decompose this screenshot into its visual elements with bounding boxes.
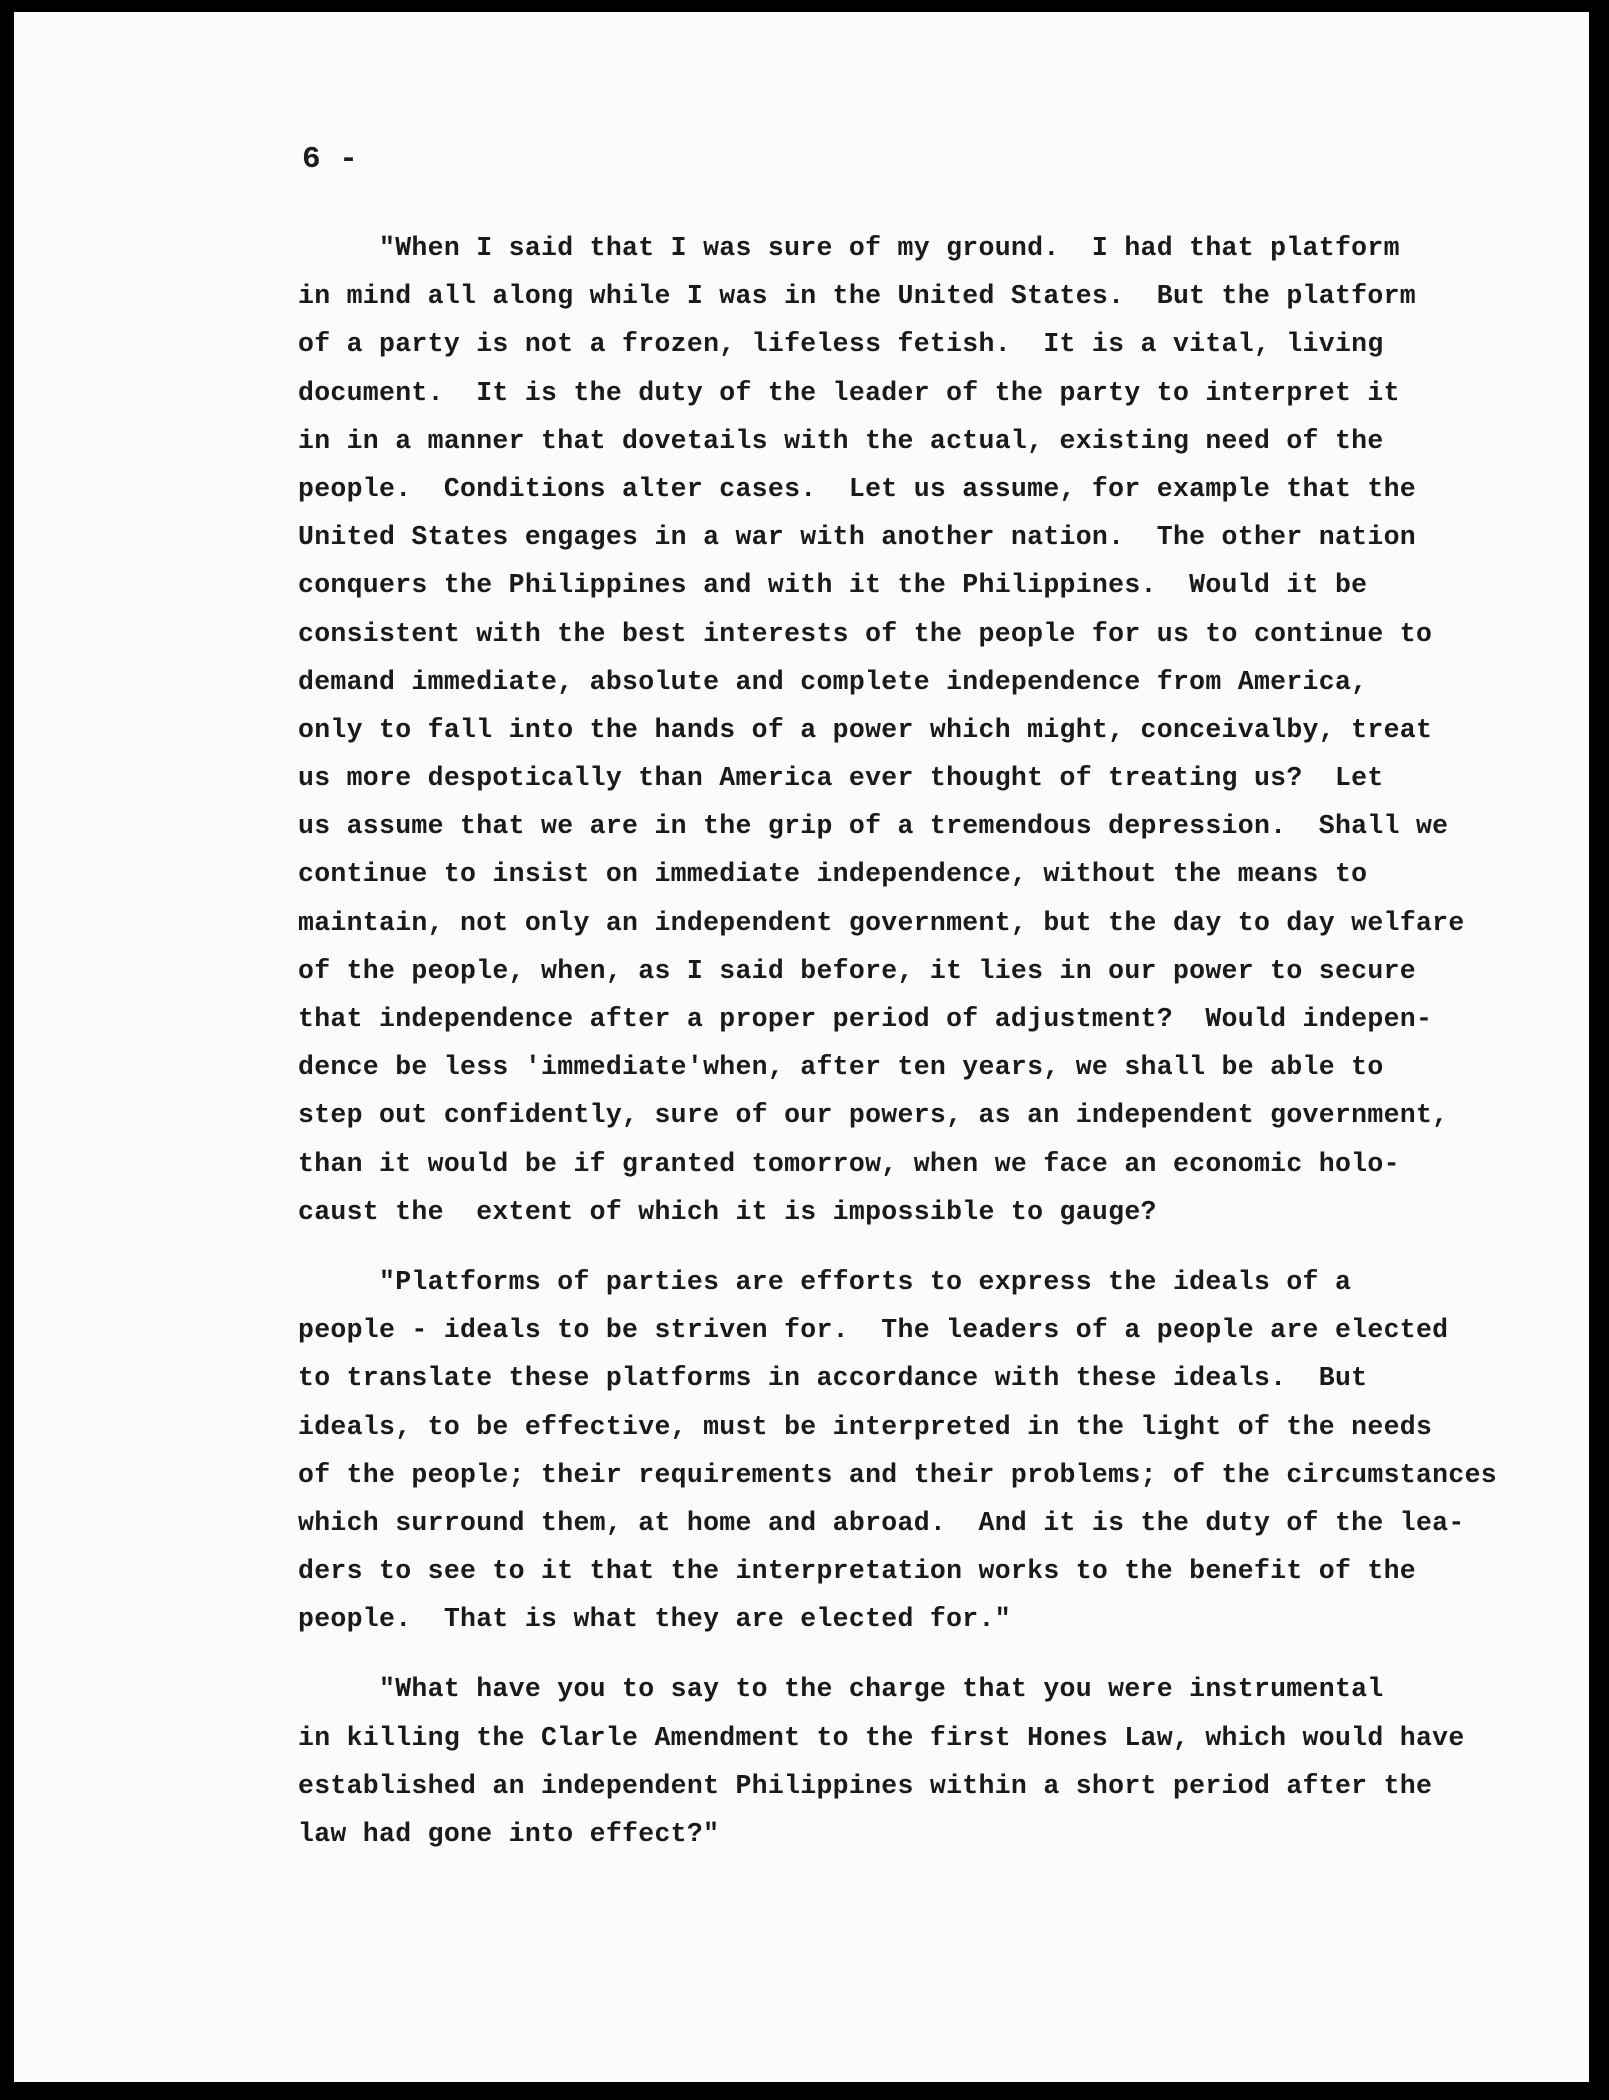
text-line: United States engages in a war with another nation. The other nation [298, 522, 1416, 553]
text-line: document. It is the duty of the leader of the party to interpret it [298, 377, 1400, 408]
text-line: "Platforms of parties are efforts to express the ideals of a [298, 1266, 1352, 1297]
text-line: maintain, not only an independent government, but the day to day welfare [298, 907, 1465, 938]
text-line: ders to see to it that the interpretation works to the benefit of the [298, 1556, 1416, 1587]
text-line: in killing the Clarle Amendment to the first Hones Law, which would have [298, 1722, 1465, 1753]
text-line: only to fall into the hands of a power which might, conceivalby, treat [298, 714, 1433, 745]
text-line: that independence after a proper period of adjustment? Would indepen- [298, 1004, 1433, 1034]
text-line: law had gone into effect?" [298, 1819, 720, 1849]
document-page [14, 12, 1589, 2082]
text-line: demand immediate, absolute and complete independence from America, [298, 666, 1368, 697]
text-line: people. Conditions alter cases. Let us assume, for example that the [298, 473, 1416, 504]
paragraph-3 [298, 1665, 1558, 1858]
page-number: 6 - [302, 142, 358, 177]
text-line: "When I said that I was sure of my ground. I had that platform [298, 233, 1400, 263]
body-text [298, 224, 1558, 1858]
text-line: us assume that we are in the grip of a tremendous depression. Shall we [298, 811, 1449, 842]
text-line: step out confidently, sure of our powers, as an independent government, [298, 1100, 1449, 1131]
text-line: people. That is what they are elected for." [298, 1604, 1011, 1635]
text-line: of a party is not a frozen, lifeless fetish. It is a vital, living [298, 329, 1384, 360]
text-line: conquers the Philippines and with it the Philippines. Would it be [298, 570, 1368, 601]
text-line: consistent with the best interests of the people for us to continue to [298, 618, 1433, 649]
text-line: of the people, when, as I said before, it lies in our power to secure [298, 955, 1416, 986]
text-line: established an independent Philippines within a short period after the [298, 1770, 1433, 1801]
text-line: caust the extent of which it is impossible to gauge? [298, 1196, 1157, 1227]
text-line: people - ideals to be striven for. The leaders of a people are elected [298, 1315, 1449, 1346]
text-line: ideals, to be effective, must be interpreted in the light of the needs [298, 1411, 1433, 1442]
text-line: in mind all along while I was in the United States. But the platform [298, 281, 1416, 312]
text-line: us more despotically than America ever thought of treating us? Let [298, 763, 1384, 794]
paragraph-2 [298, 1258, 1558, 1644]
text-line: of the people; their requirements and their problems; of the circumstances [298, 1459, 1497, 1490]
text-line: to translate these platforms in accordance with these ideals. But [298, 1363, 1368, 1394]
text-line: continue to insist on immediate independence, without the means to [298, 859, 1368, 890]
text-line: than it would be if granted tomorrow, when we face an economic holo- [298, 1148, 1400, 1179]
text-line: "What have you to say to the charge that you were instrumental [298, 1674, 1384, 1705]
text-line: in in a manner that dovetails with the actual, existing need of the [298, 425, 1384, 456]
text-line: dence be less 'immediate'when, after ten years, we shall be able to [298, 1052, 1384, 1083]
paragraph-1 [298, 224, 1558, 1236]
text-line: which surround them, at home and abroad. And it is the duty of the lea- [298, 1507, 1465, 1538]
